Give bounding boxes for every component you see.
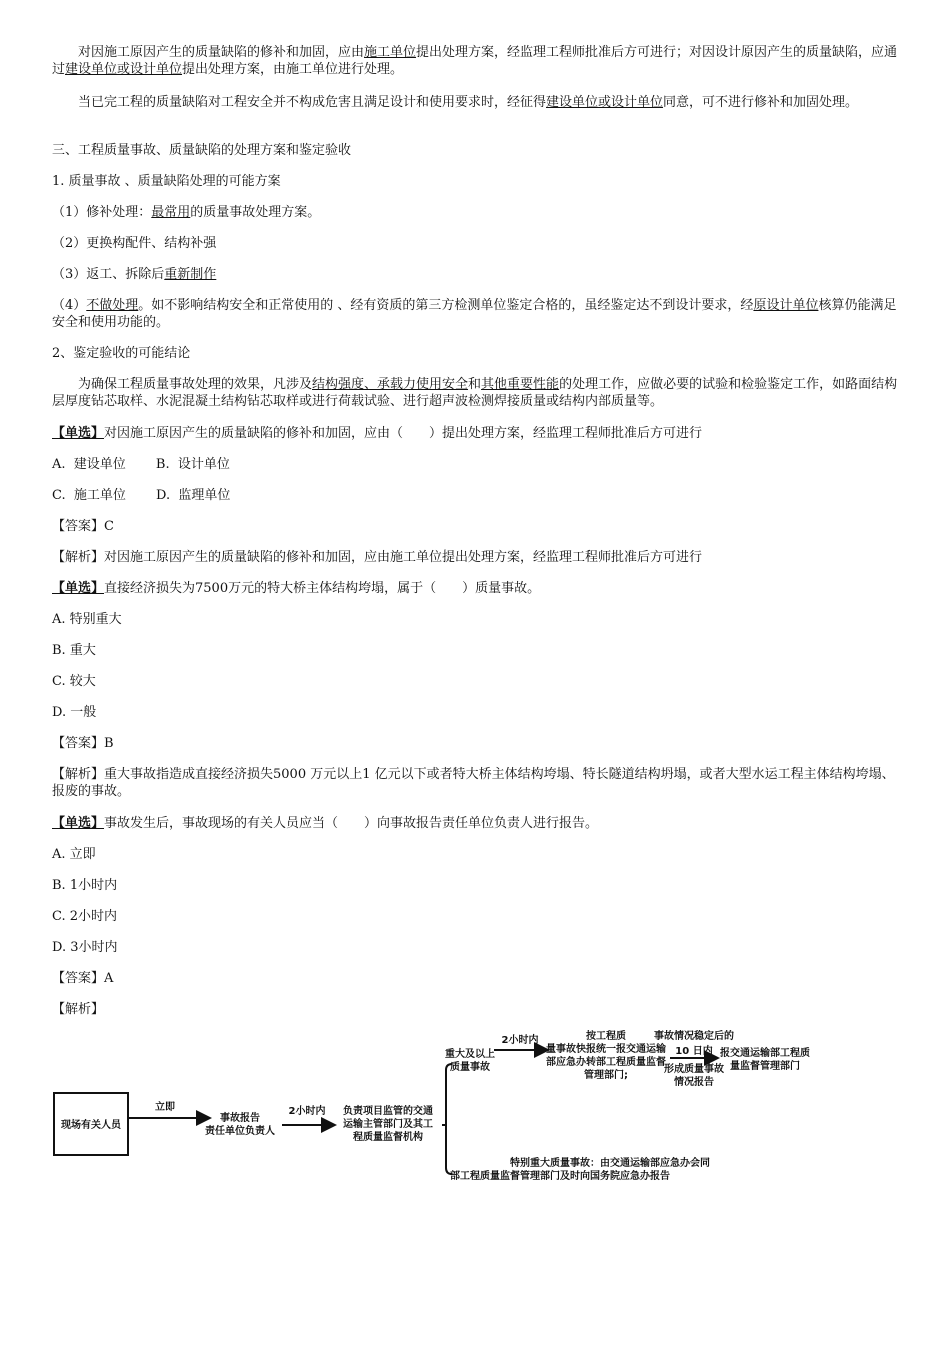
subheading-conclusions: 2、鉴定验收的可能结论 [52, 346, 191, 361]
question-3-option: C. 2小时内 [52, 909, 118, 924]
underlined-text: 结构强度、承载力使用安全 [312, 377, 469, 392]
underlined-text: 原设计单位 [753, 298, 819, 313]
arrow-label: 2小时内 [501, 1035, 539, 1046]
section-heading: 三、工程质量事故、质量缺陷的处理方案和鉴定验收 [52, 143, 352, 158]
text: 和 [468, 377, 482, 392]
node-label: 责任单位负责人 [205, 1126, 275, 1137]
node-label: 程质量监督机构 [353, 1132, 423, 1143]
paragraph-defect-repair [52, 44, 898, 78]
branch-label: 质量事故 [450, 1062, 490, 1073]
question-1-answer: 【答案】C [52, 519, 114, 534]
origin-box-label: 现场有关人员 [61, 1120, 121, 1131]
text: 同意，可不进行修补和加固处理。 [663, 95, 859, 110]
text: （1）修补处理： [52, 205, 152, 220]
question-1-options-row: A. 建设单位 B. 设计单位 [52, 457, 230, 472]
question-1 [52, 425, 702, 442]
accident-report-flowchart [50, 1030, 820, 1190]
underlined-text: 不做处理 [86, 298, 139, 313]
node-label: 管理部门; [584, 1070, 628, 1081]
text: 当已完工程的质量缺陷对工程安全并不构成危害且满足设计和使用要求时，经征得 [78, 95, 547, 110]
question-3-option: D. 3小时内 [52, 940, 118, 955]
question-2-answer: 【答案】B [52, 736, 114, 751]
question-2-option: B. 重大 [52, 643, 96, 658]
arrow-label: 立即 [155, 1102, 175, 1113]
question-text: 事故发生后，事故现场的有关人员应当（ ）向事故报告责任单位负责人进行报告。 [104, 816, 599, 831]
node-label: 报交通运输部工程质 [720, 1048, 810, 1059]
text: 的处理工作，应做必要的试验和检验鉴定工作，如路面结构层厚度钻芯取样、水泥混凝土结构钻芯取样或进行荷载试验、进行超声波检测焊接质量或结构内部质量等。 [52, 377, 898, 409]
text: 的质量事故处理方案。 [190, 205, 321, 220]
branch-line [442, 1064, 452, 1125]
question-2-option: A. 特别重大 [52, 612, 122, 627]
text: 提出处理方案，由施工单位进行处理。 [182, 62, 404, 77]
node-label: 量事故快报统一报交通运输 [546, 1044, 666, 1055]
question-tag: 【单选】 [52, 816, 105, 831]
option-item [52, 297, 898, 331]
option-item [52, 266, 216, 283]
branch-label: 部工程质量监督管理部门及时向国务院应急办报告 [450, 1171, 670, 1182]
arrow-label: 2小时内 [288, 1106, 326, 1117]
text: 为确保工程质量事故处理的效果，凡涉及 [78, 377, 313, 392]
question-3-analysis: 【解析】 [52, 1002, 105, 1017]
node-label: 10 日内 [675, 1046, 713, 1057]
underlined-text: 其他重要性能 [481, 377, 560, 392]
option-item: （2）更换构配件、结构补强 [52, 236, 217, 251]
text: （4） [52, 298, 87, 313]
question-2 [52, 580, 540, 597]
text: （3）返工、拆除后 [52, 267, 165, 282]
question-3-option: B. 1小时内 [52, 878, 118, 893]
underlined-text: 建设单位或设计单位 [546, 95, 664, 110]
text: 核算仍能满足安全和使用功能的。 [52, 298, 897, 330]
question-3-option: A. 立即 [52, 847, 96, 862]
question-2-analysis: 【解析】重大事故指造成直接经济损失5000 万元以上1 亿元以下或者特大桥主体结构垮塌、特长隧道结构坍塌，或者大型水运工程主体结构垮塌、报废的事故。 [52, 767, 895, 799]
text: 对因施工原因产生的质量缺陷的修补和加固，应由 [78, 45, 365, 60]
node-label: 情况报告 [674, 1077, 714, 1088]
question-tag: 【单选】 [52, 426, 105, 441]
node-label: 运输主管部门及其工 [343, 1119, 433, 1130]
underlined-text: 最常用 [151, 205, 191, 220]
question-tag: 【单选】 [52, 581, 105, 596]
branch-line [446, 1125, 452, 1174]
question-3 [52, 815, 598, 832]
node-label: 事故情况稳定后的 [654, 1031, 734, 1042]
node-label: 负责项目监管的交通 [343, 1106, 433, 1117]
subheading-options: 1. 质量事故 、质量缺陷处理的可能方案 [52, 174, 281, 189]
question-text: 直接经济损失为7500万元的特大桥主体结构垮塌，属于（ ）质量事故。 [104, 581, 541, 596]
underlined-text: 建设单位或设计单位 [65, 62, 183, 77]
underlined-text: 重新制作 [164, 267, 217, 282]
underlined-text: 施工单位 [364, 45, 417, 60]
question-1-options-row: C. 施工单位 D. 监理单位 [52, 488, 231, 503]
node-label: 形成质量事故 [664, 1064, 724, 1075]
branch-label: 重大及以上 [445, 1049, 495, 1060]
node-label: 按工程质 [586, 1031, 626, 1042]
text: 。如不影响结构安全和正常使用的 、经有资质的第三方检测单位鉴定合格的，虽经鉴定达不到设计要求，经 [138, 298, 754, 313]
option-item [52, 204, 320, 221]
node-label: 事故报告 [220, 1113, 260, 1124]
question-1-analysis: 【解析】对因施工原因产生的质量缺陷的修补和加固，应由施工单位提出处理方案，经监理工程师批准后方可进行 [52, 550, 703, 565]
text: 提出处理方案，经监理工程师批准后方可进行；对因设计原因产生的质量缺陷，应通过 [52, 45, 898, 77]
question-text: 对因施工原因产生的质量缺陷的修补和加固，应由（ ）提出处理方案，经监理工程师批准后方可进行 [104, 426, 703, 441]
question-2-option: D. 一般 [52, 705, 97, 720]
branch-label: 特别重大质量事故：由交通运输部应急办会同 [510, 1158, 710, 1169]
paragraph-verification [52, 376, 898, 410]
paragraph-no-repair [52, 94, 898, 111]
node-label: 量监督管理部门 [730, 1061, 800, 1072]
question-2-option: C. 较大 [52, 674, 96, 689]
question-3-answer: 【答案】A [52, 971, 114, 986]
node-label: 部应急办转部工程质量监督 [546, 1057, 666, 1068]
